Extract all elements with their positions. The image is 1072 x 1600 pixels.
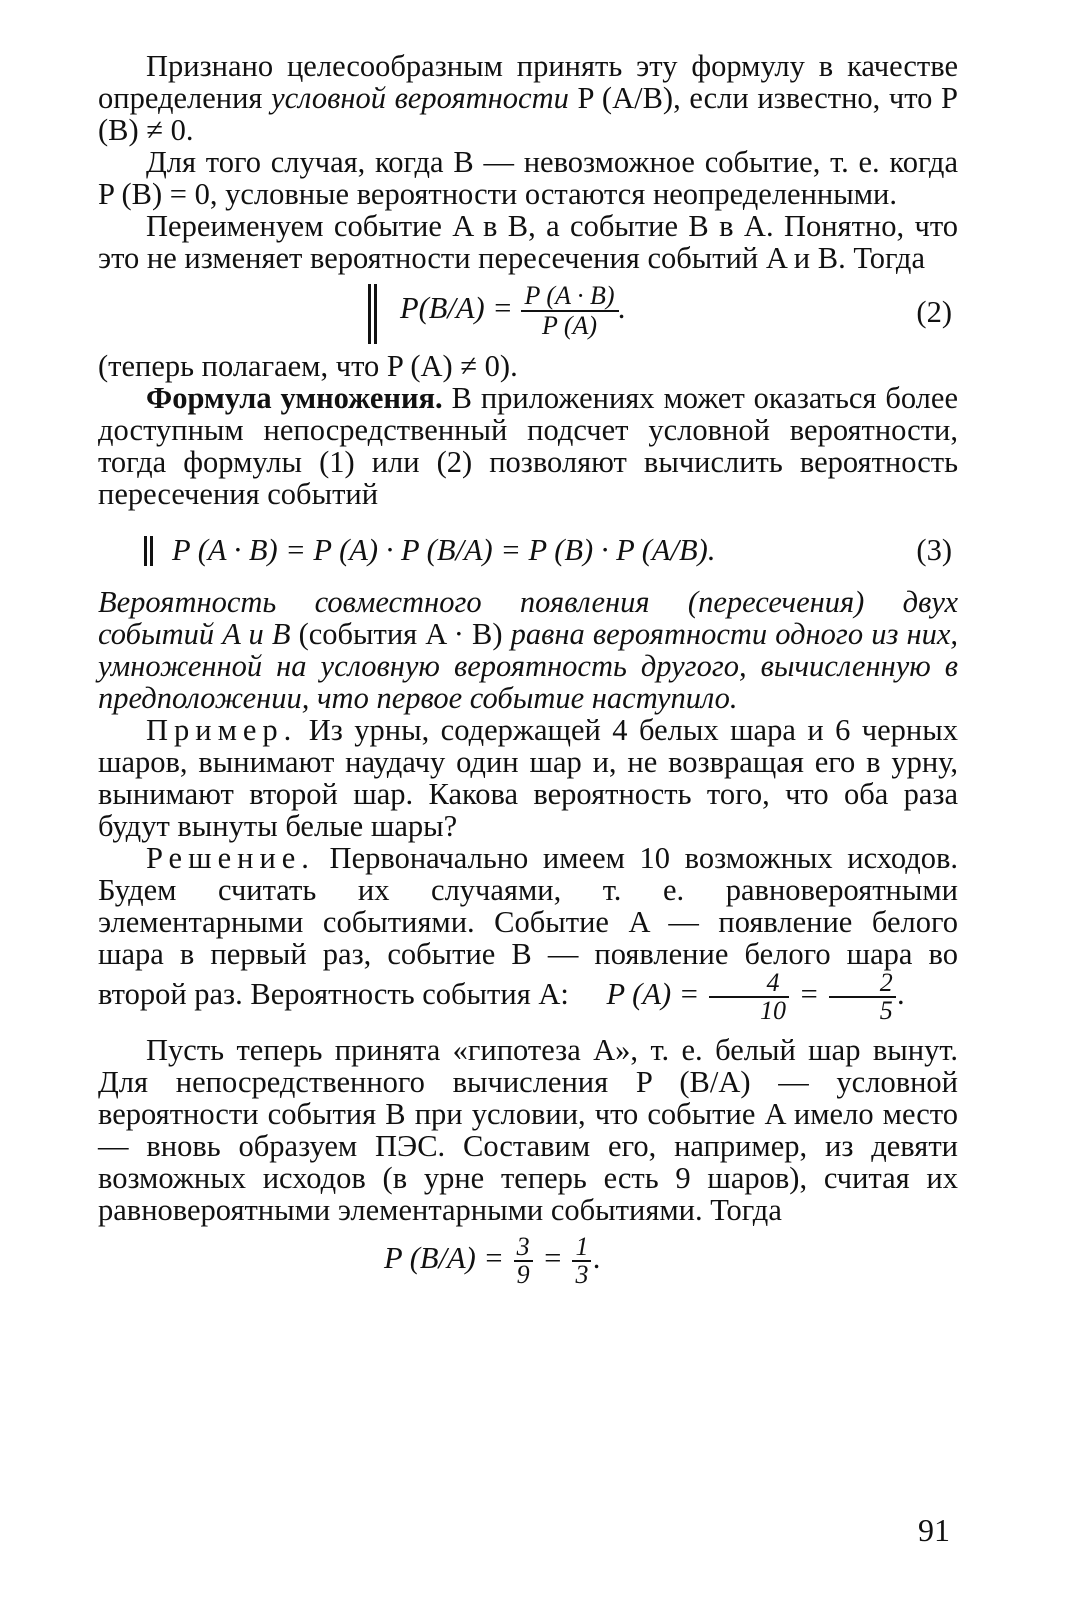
- paragraph-example: [98, 714, 958, 842]
- solution-label: Решение.: [146, 841, 315, 875]
- fraction-denominator: P (A): [521, 310, 619, 340]
- fraction: [829, 970, 896, 1024]
- page-body: [98, 50, 958, 1304]
- equals-sign: =: [542, 1241, 563, 1275]
- paragraph-hypothesis: Пусть теперь принята «гипотеза A», т. е. белый шар вынут. Для непосредственного вычисления P (B/A) — условной вероятности события B при условии, что событие A имело место — вновь образуем ПЭС. Составим его, например, из девяти возможных исходов (в урне теперь есть 9 шаров), считая их равновероятными элементарными событиями. Тогда: [98, 1033, 958, 1227]
- fraction-numerator: 3: [516, 1232, 530, 1261]
- paragraph-conditional-definition: [98, 50, 958, 146]
- fraction-numerator: 2: [879, 968, 893, 997]
- margin-bar: [144, 536, 147, 566]
- fraction-denominator: 3: [572, 1260, 591, 1288]
- example-label: Пример.: [146, 713, 298, 747]
- formula-2: [98, 278, 958, 348]
- paragraph-impossible-event: Для того случая, когда B — невозможное событие, т. е. когда P (B) = 0, условные вероятности остаются неопределенными.: [98, 145, 958, 211]
- fraction: [709, 970, 789, 1024]
- paragraph-multiplication-formula: [98, 382, 958, 510]
- theorem-text: Вероятность совместного появления (пересечения) двух событий A и B: [98, 585, 958, 651]
- formula-2-lhs: P(B/A) =: [400, 291, 513, 325]
- paragraph-assumption: (теперь полагаем, что P (A) ≠ 0).: [98, 349, 518, 383]
- text-span: В приложениях может оказаться более доступным непосредственный подсчет условной вероятности, тогда формулы (1) или (2) позволяют вычислить вероятность пересечения событий: [98, 381, 958, 511]
- paragraph-theorem: [98, 586, 958, 714]
- fraction-denominator: 5: [829, 996, 896, 1024]
- margin-bar: [374, 284, 377, 344]
- fraction-denominator: 10: [709, 996, 789, 1024]
- formula-2-dot: .: [618, 291, 627, 325]
- paragraph-solution: [98, 842, 958, 1024]
- formula-3: [98, 514, 958, 576]
- term-conditional-probability: условной вероятности: [271, 81, 569, 115]
- equals-sign: =: [798, 977, 820, 1011]
- equation-number-2: (2): [916, 295, 952, 329]
- theorem-text: равна вероятности одного из них, умноженной на условную вероятность другого, вычисленную в предположении, что первое событие наступило.: [98, 617, 958, 715]
- fraction-denominator: 9: [514, 1260, 533, 1288]
- section-heading: Формула умножения.: [146, 381, 443, 415]
- fraction: [572, 1234, 591, 1288]
- fraction-numerator: P (A · B): [524, 281, 615, 310]
- text-span: Первоначально имеем 10 возможных исходов. Будем считать их случаями, т. е. равновероятными элементарными событиями. Событие A — появление белого шара в первый раз, событие B — появление белого шара во второй раз. Вероятность события A:: [98, 841, 958, 1011]
- formula-pba: [98, 1230, 958, 1302]
- text-span: P (A/B), если известно, что P (B) ≠ 0.: [98, 81, 959, 147]
- formula-pba-lhs: P (B/A) =: [384, 1241, 504, 1275]
- text-span: Признано целесообразным принять эту формулу в качестве определения: [98, 49, 958, 115]
- margin-bar: [150, 536, 153, 566]
- formula-pba-expression: [384, 1234, 601, 1288]
- formula-dot: .: [593, 1241, 602, 1275]
- formula-3-expression: P (A · B) = P (A) · P (B/A) = P (B) · P (A/B).: [172, 533, 716, 567]
- formula-pa: [606, 968, 906, 1025]
- text-span: (события A · B): [298, 617, 503, 651]
- formula-2-expression: [400, 282, 626, 340]
- fraction-numerator: 1: [575, 1232, 589, 1261]
- formula-2-fraction: [521, 282, 619, 340]
- fraction: [514, 1234, 533, 1288]
- equation-number-3: (3): [916, 533, 952, 567]
- fraction-numerator: 4: [766, 968, 780, 997]
- paragraph-rename-events: Переименуем событие A в B, а событие B в A. Понятно, что это не изменяет вероятности пересечения событий A и B. Тогда: [98, 209, 958, 275]
- text-span: Из урны, содержащей 4 белых шара и 6 черных шаров, вынимают наудачу один шар и, не возвращая его в урну, вынимают второй шар. Какова вероятность того, что оба раза будут вынуты белые шары?: [98, 713, 958, 843]
- page-number: 91: [918, 1512, 950, 1548]
- formula-dot: .: [897, 977, 906, 1011]
- formula-pa-lhs: P (A) =: [606, 977, 700, 1011]
- margin-bar: [368, 284, 371, 344]
